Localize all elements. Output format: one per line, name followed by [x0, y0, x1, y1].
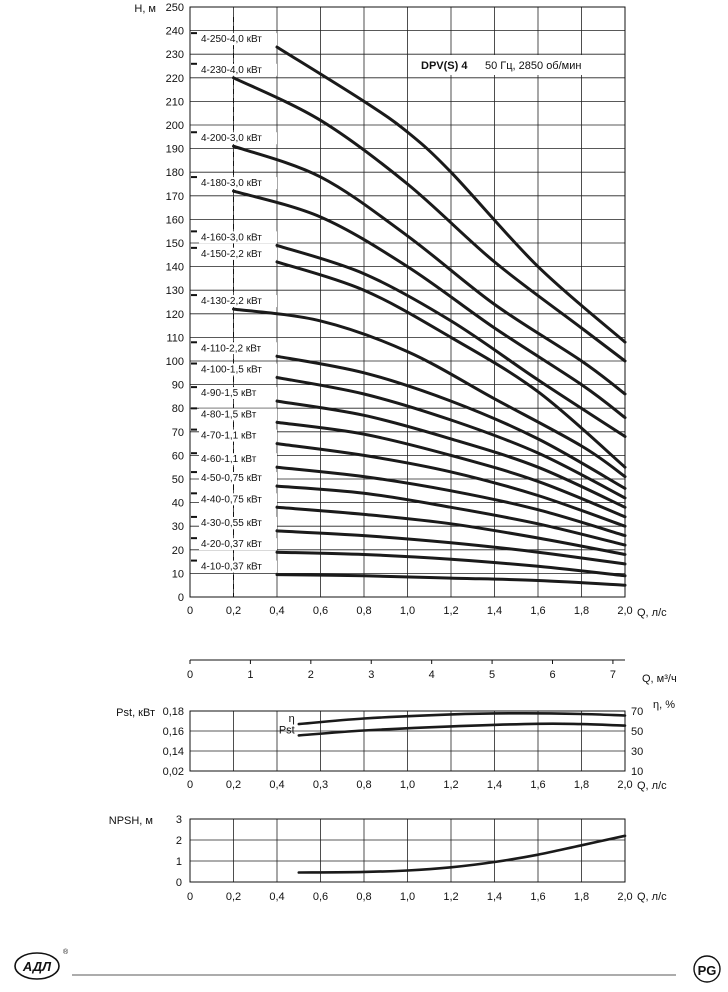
x-tick-label: 1,2: [443, 891, 459, 903]
y-tick-label: 230: [165, 49, 184, 62]
y-tick-label: 90: [171, 379, 184, 392]
x-tick-label: 0,2: [225, 605, 242, 617]
y-tick-label: 210: [165, 96, 184, 109]
x-tick-label: 0: [186, 605, 194, 617]
y-tick-label: 60: [171, 450, 184, 463]
x-tick-label: 0,2: [225, 891, 242, 903]
y-tick-label: 170: [165, 190, 184, 203]
y-axis-label: Pst, кВт: [116, 707, 155, 719]
head-curve: [234, 146, 626, 394]
y-tick-label: 240: [165, 25, 184, 38]
m3h-tick-label: 5: [489, 669, 496, 681]
x-tick-label: 0,4: [269, 779, 285, 791]
y-tick-label: 0: [177, 592, 184, 604]
m3h-tick-label: 4: [428, 669, 435, 681]
m3h-tick-label: 1: [247, 669, 254, 681]
performance-curve: [299, 724, 625, 736]
x-tick-label: 2,0: [617, 891, 633, 903]
x-axis-label: Q, л/с: [637, 780, 667, 792]
x-tick-label: 0,4: [269, 605, 285, 617]
x-tick-label: 1,6: [530, 779, 546, 791]
curve-label: 4-250-4,0 кВт: [201, 34, 262, 46]
x-tick-label: 1,8: [573, 891, 590, 903]
y-tick-label: 30: [171, 521, 184, 534]
y-right-tick-label: 70: [631, 706, 644, 718]
x-tick-label: 0: [186, 779, 194, 791]
curve-label: 4-70-1,1 кВт: [201, 430, 257, 442]
curve-label: 4-180-3,0 кВт: [201, 178, 262, 190]
x-tick-label: 1,4: [486, 779, 503, 791]
y-tick-label: 0,18: [162, 706, 184, 718]
curve-label: 4-30-0,55 кВт: [201, 517, 262, 529]
x-tick-label: 0,2: [225, 779, 242, 791]
npsh-curve: [299, 836, 625, 873]
curve-label: 4-80-1,5 кВт: [201, 409, 257, 421]
y-tick-label: 50: [171, 474, 184, 486]
x-tick-label: 1,6: [530, 891, 546, 903]
curve-label: 4-10-0,37 кВт: [201, 561, 262, 573]
m3h-tick-label: 6: [549, 669, 556, 681]
x-tick-label: 1,8: [573, 605, 590, 617]
certification-logo: [694, 956, 720, 982]
head-curve: [234, 191, 626, 418]
x-tick-label: 1,2: [443, 779, 459, 791]
x-tick-label: 1,4: [486, 605, 503, 617]
curve-label: 4-60-1,1 кВт: [201, 454, 257, 466]
curve-label: 4-20-0,37 кВт: [201, 539, 262, 551]
series-label: Pst: [278, 724, 295, 737]
y-tick-label: 20: [171, 544, 184, 557]
y-tick-label: 1: [175, 856, 182, 868]
npsh-chart: [109, 814, 667, 903]
x-tick-label: 1,8: [573, 779, 590, 791]
performance-curve: [299, 713, 625, 724]
y-tick-label: 40: [171, 497, 184, 510]
y-right-tick-label: 10: [631, 766, 644, 778]
y-tick-label: 120: [165, 308, 184, 321]
svg-text:®: ®: [63, 949, 69, 956]
x-tick-label: 0,6: [312, 605, 329, 617]
curve-label: 4-100-1,5 кВт: [201, 364, 262, 376]
x-tick-label: 1,6: [530, 605, 546, 617]
curve-label: 4-230-4,0 кВт: [201, 64, 262, 76]
x-tick-label: 0,6: [312, 891, 329, 903]
curve-label: 4-160-3,0 кВт: [201, 232, 262, 244]
x-tick-label: 1,0: [399, 891, 416, 903]
x-tick-label: 0,3: [312, 779, 329, 791]
svg-text:АДЛ: АДЛ: [22, 959, 52, 974]
m3h-tick-label: 7: [609, 669, 616, 681]
curve-label: 4-50-0,75 кВт: [201, 473, 262, 485]
curve-label: 4-130-2,2 кВт: [201, 296, 262, 308]
m3h-axis-label: Q, м³/ч: [642, 673, 677, 685]
x-tick-label: 1,4: [486, 891, 503, 903]
flow-m3h-axis: [187, 660, 677, 685]
curve-label: 4-200-3,0 кВт: [201, 133, 262, 145]
chart-title: DPV(S) 4: [421, 60, 468, 72]
y-tick-label: 70: [171, 426, 184, 439]
curve-label: 4-150-2,2 кВт: [201, 248, 262, 260]
x-tick-label: 1,2: [443, 605, 459, 617]
head-flow-chart: [134, 2, 667, 619]
x-tick-label: 1,0: [399, 779, 416, 791]
x-tick-label: 1,0: [399, 605, 416, 617]
chart-subtitle: 50 Гц, 2850 об/мин: [485, 60, 582, 72]
curve-label: 4-40-0,75 кВт: [201, 494, 262, 506]
svg-text:PG: PG: [697, 963, 717, 978]
x-axis-label: Q, л/с: [637, 891, 667, 903]
y-tick-label: 250: [165, 2, 184, 14]
y-tick-label: 140: [165, 261, 184, 274]
y-tick-label: 220: [165, 72, 184, 85]
m3h-tick-label: 0: [186, 669, 194, 681]
y-tick-label: 0,16: [162, 726, 184, 738]
series-label: η: [288, 713, 295, 726]
y-tick-label: 0: [175, 877, 182, 889]
y-right-tick-label: 30: [631, 746, 644, 758]
y-tick-label: 2: [175, 835, 182, 847]
x-tick-label: 0,8: [356, 605, 372, 617]
y-tick-label: 130: [165, 285, 184, 298]
m3h-tick-label: 3: [368, 669, 375, 681]
power-efficiency-chart: [116, 699, 675, 792]
y-tick-label: 3: [175, 814, 182, 826]
x-tick-label: 0: [186, 891, 194, 903]
y-tick-label: 190: [165, 143, 184, 156]
y-axis-label: H, м: [134, 3, 156, 15]
curve-label: 4-90-1,5 кВт: [201, 388, 257, 400]
y-tick-label: 180: [165, 167, 184, 180]
x-tick-label: 2,0: [617, 605, 633, 617]
y-right-tick-label: 50: [631, 726, 644, 738]
y-tick-label: 150: [165, 238, 184, 250]
y-tick-label: 0,02: [162, 766, 184, 778]
y-tick-label: 200: [165, 120, 184, 132]
x-tick-label: 0,4: [269, 891, 285, 903]
x-tick-label: 2,0: [617, 779, 633, 791]
y-axis-label: NPSH, м: [108, 815, 153, 827]
m3h-tick-label: 2: [307, 669, 314, 681]
y-tick-label: 10: [171, 568, 184, 581]
y-right-axis-label: η, %: [653, 699, 676, 711]
y-tick-label: 110: [166, 332, 184, 345]
company-logo: [15, 948, 69, 979]
curve-label: 4-110-2,2 кВт: [201, 343, 262, 355]
y-tick-label: 0,14: [162, 746, 184, 758]
y-tick-label: 80: [171, 403, 184, 416]
x-axis-label: Q, л/с: [637, 607, 667, 619]
y-tick-label: 160: [165, 214, 184, 227]
x-tick-label: 0,8: [356, 891, 372, 903]
y-tick-label: 100: [165, 356, 184, 368]
x-tick-label: 0,8: [356, 779, 372, 791]
